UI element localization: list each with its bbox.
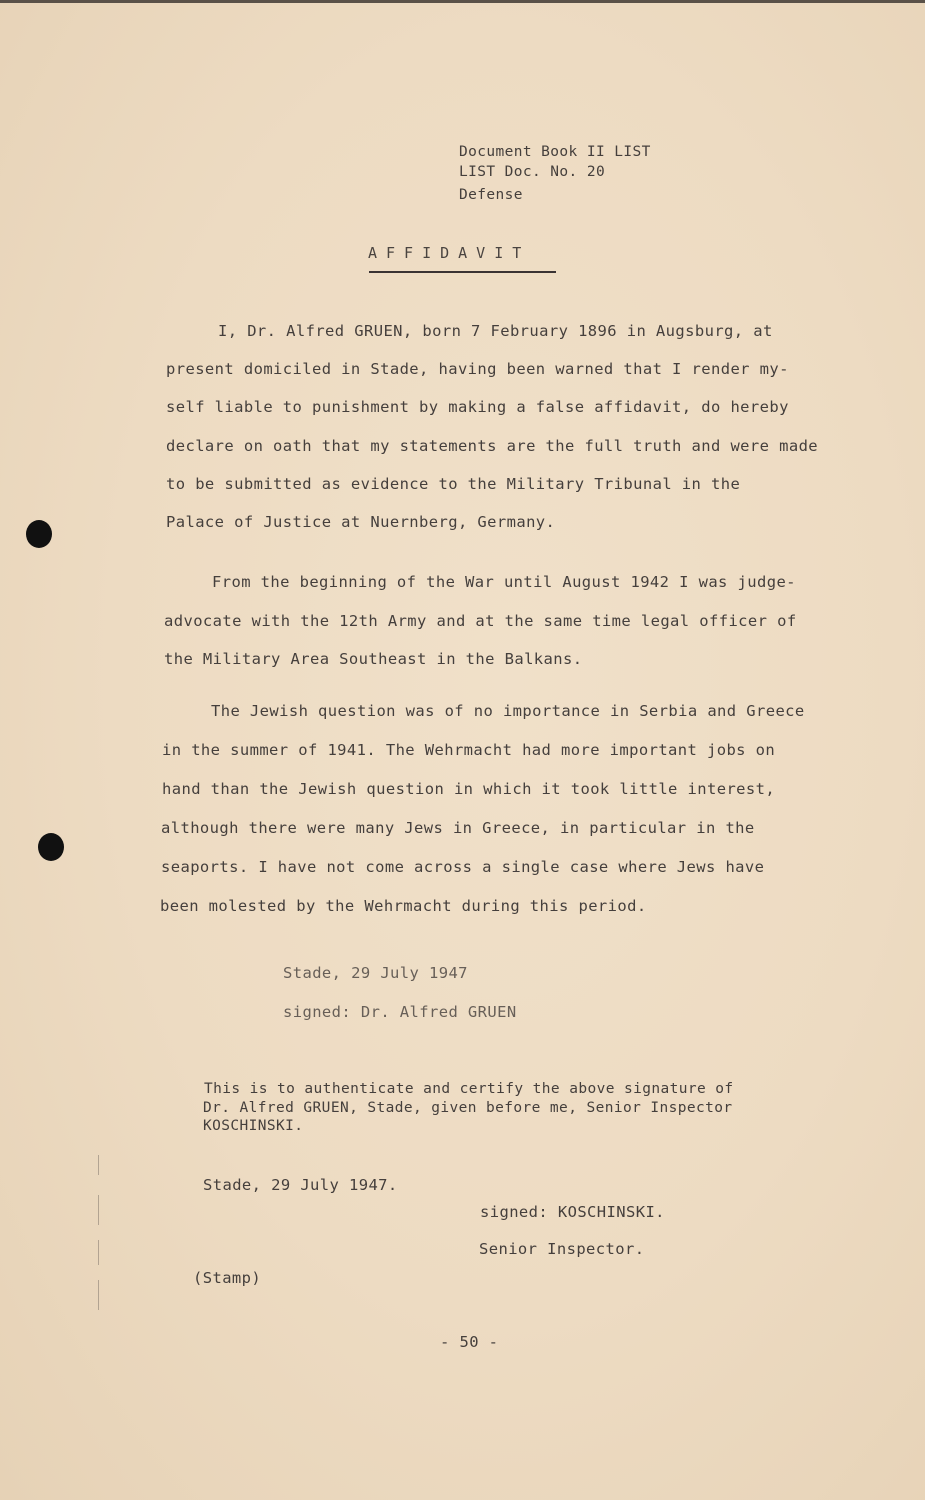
title-underline — [369, 271, 556, 273]
paragraph-line: in the summer of 1941. The Wehrmacht had more important jobs on — [162, 741, 776, 759]
margin-mark — [98, 1280, 99, 1310]
paragraph-line: I, Dr. Alfred GRUEN, born 7 February 1896 in Augsburg, at — [218, 322, 773, 340]
certification-place-date: Stade, 29 July 1947. — [203, 1176, 398, 1194]
page-number: - 50 - — [440, 1333, 499, 1351]
punch-hole-top — [26, 520, 52, 548]
certification-line: KOSCHINSKI. — [203, 1118, 304, 1134]
header-book: Document Book II LIST — [459, 144, 651, 160]
paragraph-line: to be submitted as evidence to the Military Tribunal in the — [166, 475, 741, 493]
page-title: AFFIDAVIT — [368, 244, 531, 262]
stamp-note: (Stamp) — [193, 1269, 262, 1287]
paragraph-line: Palace of Justice at Nuernberg, Germany. — [166, 513, 556, 531]
margin-mark — [98, 1155, 99, 1175]
header-doc-number: LIST Doc. No. 20 — [459, 164, 606, 180]
certification-line: This is to authenticate and certify the above signature of — [204, 1081, 734, 1097]
paragraph-line: been molested by the Wehrmacht during this period. — [160, 897, 647, 915]
margin-mark — [98, 1240, 99, 1265]
paragraph-line: declare on oath that my statements are the full truth and were made — [166, 437, 819, 455]
paragraph-line: the Military Area Southeast in the Balkans. — [164, 650, 583, 668]
paragraph-line: seaports. I have not come across a single case where Jews have — [161, 858, 765, 876]
punch-hole-bottom — [38, 833, 64, 861]
certification-signed: signed: KOSCHINSKI. — [480, 1203, 665, 1221]
signature-place-date: Stade, 29 July 1947 — [283, 964, 468, 982]
paragraph-line: advocate with the 12th Army and at the same time legal officer of — [164, 612, 797, 630]
paragraph-line: present domiciled in Stade, having been warned that I render my- — [166, 360, 789, 378]
paragraph-line: although there were many Jews in Greece, in particular in the — [161, 819, 755, 837]
signature-signed: signed: Dr. Alfred GRUEN — [283, 1003, 517, 1021]
certification-line: Dr. Alfred GRUEN, Stade, given before me, Senior Inspector — [203, 1100, 733, 1116]
paragraph-line: hand than the Jewish question in which it took little interest, — [162, 780, 776, 798]
page-top-edge — [0, 0, 925, 3]
certification-title: Senior Inspector. — [479, 1240, 645, 1258]
paragraph-line: self liable to punishment by making a false affidavit, do hereby — [166, 398, 789, 416]
margin-mark — [98, 1195, 99, 1225]
paragraph-line: From the beginning of the War until August 1942 I was judge- — [212, 573, 796, 591]
paragraph-line: The Jewish question was of no importance in Serbia and Greece — [211, 702, 805, 720]
header-defense: Defense — [459, 187, 523, 203]
